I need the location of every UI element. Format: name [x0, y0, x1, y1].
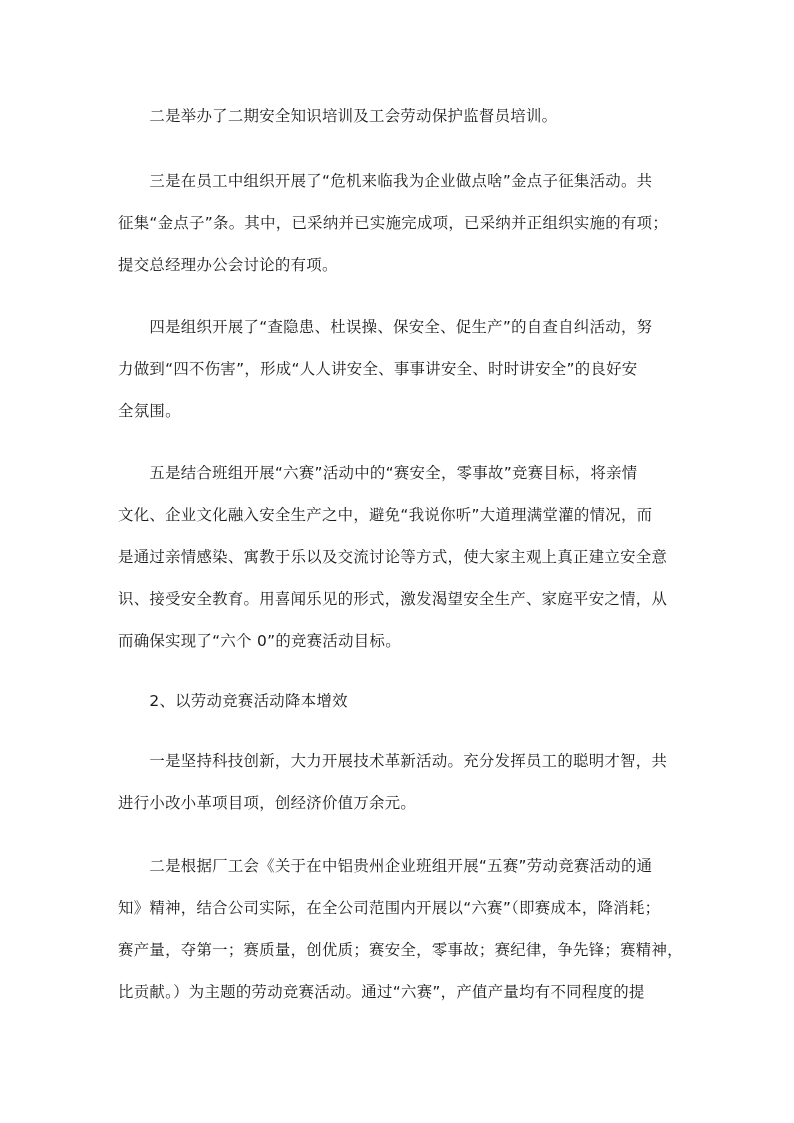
paragraph-six-contests-line-3: 是通过亲情感染、寓教于乐以及交流讨论等方式，使大家主观上真正建立安全意: [118, 548, 668, 566]
paragraph-labor-contest-line-1: 二是根据厂工会《关于在中铝贵州企业班组开展“五赛”劳动竞赛活动的通: [118, 857, 653, 875]
paragraph-six-contests-line-5: 而确保实现了“六个 0”的竞赛活动目标。: [118, 632, 401, 650]
paragraph-six-contests-line-2: 文化、企业文化融入安全生产之中，避免“我说你听”大道理满堂灌的情况，而: [118, 506, 653, 524]
paragraph-labor-contest-line-4: 比贡献。）为主题的劳动竞赛活动。通过“六赛”，产值产量均有不同程度的提: [118, 983, 645, 1001]
paragraph-six-contests-line-1: 五是结合班组开展“六赛”活动中的“赛安全，零事故”竞赛目标，将亲情: [118, 464, 638, 482]
section-heading-cost-reduction: 2、以劳动竞赛活动降本增效: [118, 692, 348, 710]
paragraph-golden-ideas-line-2: 征集“金点子”条。其中，已采纳并已实施完成项，已采纳并正组织实施的有项；: [118, 214, 669, 232]
paragraph-self-inspection-line-3: 全氛围。: [118, 402, 181, 420]
paragraph-innovation-line-1: 一是坚持科技创新，大力开展技术革新活动。充分发挥员工的聪明才智，共: [118, 752, 668, 770]
paragraph-self-inspection-line-2: 力做到“四不伤害”，形成“人人讲安全、事事讲安全、时时讲安全”的良好安: [118, 360, 638, 378]
paragraph-training-line-1: 二是举办了二期安全知识培训及工会劳动保护监督员培训。: [118, 107, 558, 125]
paragraph-labor-contest-line-3: 赛产量，夺第一；赛质量，创优质；赛安全，零事故；赛纪律，争先锋；赛精神，: [118, 941, 683, 959]
paragraph-self-inspection-line-1: 四是组织开展了“查隐患、杜误操、保安全、促生产”的自查自纠活动，努: [118, 318, 653, 336]
paragraph-golden-ideas-line-3: 提交总经理办公会讨论的有项。: [118, 256, 338, 274]
paragraph-innovation-line-2: 进行小改小革项目项，创经济价值万余元。: [118, 794, 417, 812]
paragraph-golden-ideas-line-1: 三是在员工中组织开展了“危机来临我为企业做点啥”金点子征集活动。共: [118, 172, 653, 190]
paragraph-six-contests-line-4: 识、接受安全教育。用喜闻乐见的形式，激发渴望安全生产、家庭平安之情，从: [118, 590, 668, 608]
paragraph-labor-contest-line-2: 知》精神，结合公司实际，在全公司范围内开展以“六赛”（即赛成本，降消耗；: [118, 899, 661, 917]
